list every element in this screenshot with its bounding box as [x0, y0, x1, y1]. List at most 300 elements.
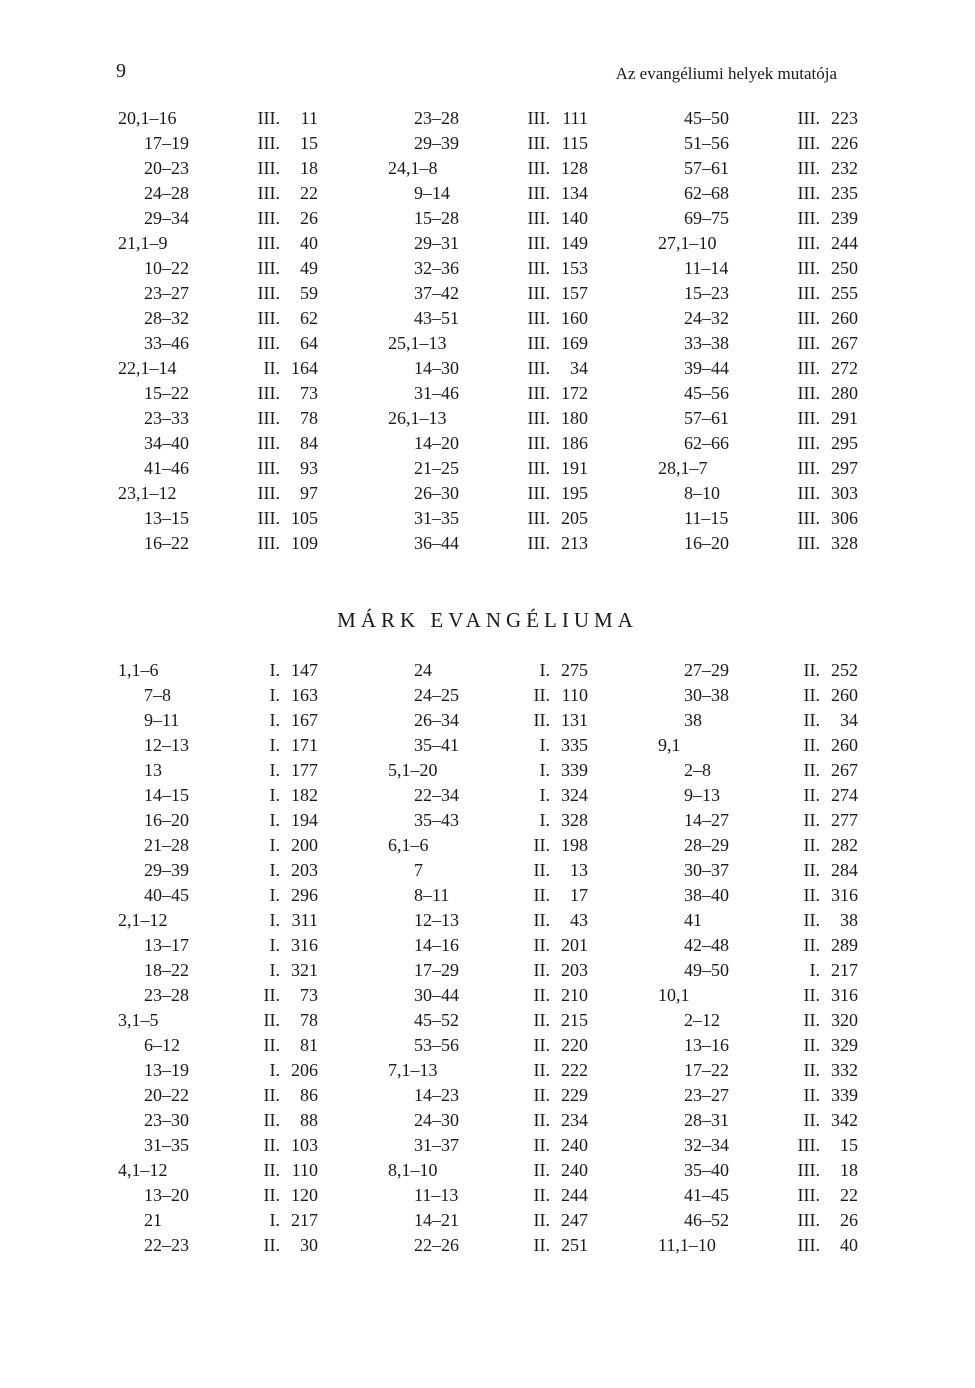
- verse-reference: 23,1–12: [118, 483, 177, 503]
- verse-reference: 14–23: [414, 1085, 459, 1105]
- page-reference: 222: [561, 1060, 588, 1080]
- verse-reference: 26–30: [414, 483, 459, 503]
- index-entry: [388, 281, 588, 306]
- volume-number: III.: [797, 108, 820, 128]
- page-reference: 13: [570, 860, 588, 880]
- verse-reference: 49–50: [684, 960, 729, 980]
- page-reference: 147: [291, 660, 318, 680]
- page-reference: 206: [291, 1060, 318, 1080]
- verse-reference: 14–16: [414, 935, 459, 955]
- verse-reference: 30–44: [414, 985, 459, 1005]
- page-reference: 195: [561, 483, 588, 503]
- verse-reference: 30–38: [684, 685, 729, 705]
- page-reference: 169: [561, 333, 588, 353]
- volume-number: III.: [527, 208, 550, 228]
- index-entry: [658, 1108, 858, 1133]
- page-reference: 277: [831, 810, 858, 830]
- volume-number: II.: [263, 358, 280, 378]
- index-entry: [658, 481, 858, 506]
- volume-number: I.: [269, 835, 280, 855]
- volume-number: II.: [803, 1110, 820, 1130]
- verse-reference: 3,1–5: [118, 1010, 159, 1030]
- volume-number: II.: [803, 1060, 820, 1080]
- index-entry: [118, 1208, 318, 1233]
- index-entry: [118, 381, 318, 406]
- page-reference: 73: [300, 383, 318, 403]
- volume-number: I.: [269, 810, 280, 830]
- page-reference: 22: [300, 183, 318, 203]
- volume-number: II.: [533, 1060, 550, 1080]
- volume-number: II.: [803, 910, 820, 930]
- volume-number: III.: [257, 258, 280, 278]
- page-reference: 328: [831, 533, 858, 553]
- index-entry: [118, 1233, 318, 1258]
- verse-reference: 20–23: [144, 158, 189, 178]
- volume-number: III.: [527, 258, 550, 278]
- verse-reference: 21–28: [144, 835, 189, 855]
- index-entry: [388, 683, 588, 708]
- volume-number: III.: [527, 233, 550, 253]
- page-reference: 226: [831, 133, 858, 153]
- verse-reference: 35–41: [414, 735, 459, 755]
- volume-number: II.: [533, 1110, 550, 1130]
- index-entry: [658, 531, 858, 556]
- page-reference: 38: [840, 910, 858, 930]
- index-entry: [388, 381, 588, 406]
- page-reference: 105: [291, 508, 318, 528]
- volume-number: III.: [527, 283, 550, 303]
- page-reference: 250: [831, 258, 858, 278]
- verse-reference: 69–75: [684, 208, 729, 228]
- page-reference: 205: [561, 508, 588, 528]
- volume-number: III.: [257, 408, 280, 428]
- verse-reference: 62–68: [684, 183, 729, 203]
- index-entry: [388, 1108, 588, 1133]
- verse-reference: 41: [684, 910, 702, 930]
- verse-reference: 18–22: [144, 960, 189, 980]
- page-reference: 64: [300, 333, 318, 353]
- verse-reference: 10,1: [658, 985, 690, 1005]
- page-reference: 177: [291, 760, 318, 780]
- index-entry: [658, 1008, 858, 1033]
- index-entry: [388, 506, 588, 531]
- page-reference: 274: [831, 785, 858, 805]
- index-entry: [658, 708, 858, 733]
- verse-reference: 29–39: [144, 860, 189, 880]
- verse-reference: 5,1–20: [388, 760, 438, 780]
- index-entry: [388, 1058, 588, 1083]
- verse-reference: 42–48: [684, 935, 729, 955]
- index-entry: [118, 231, 318, 256]
- volume-number: II.: [803, 660, 820, 680]
- page-reference: 260: [831, 308, 858, 328]
- verse-reference: 10–22: [144, 258, 189, 278]
- volume-number: II.: [803, 760, 820, 780]
- verse-reference: 39–44: [684, 358, 729, 378]
- volume-number: II.: [803, 985, 820, 1005]
- verse-reference: 14–15: [144, 785, 189, 805]
- page-reference: 86: [300, 1085, 318, 1105]
- index-entry: [388, 933, 588, 958]
- volume-number: II.: [803, 935, 820, 955]
- index-entry: [388, 858, 588, 883]
- page-reference: 235: [831, 183, 858, 203]
- volume-number: II.: [533, 835, 550, 855]
- page-reference: 18: [300, 158, 318, 178]
- page-reference: 339: [831, 1085, 858, 1105]
- index-entry: [118, 1058, 318, 1083]
- verse-reference: 4,1–12: [118, 1160, 168, 1180]
- page-reference: 244: [831, 233, 858, 253]
- verse-reference: 31–35: [414, 508, 459, 528]
- page-reference: 186: [561, 433, 588, 453]
- index-entry: [388, 106, 588, 131]
- page-reference: 295: [831, 433, 858, 453]
- volume-number: III.: [797, 458, 820, 478]
- page-reference: 320: [831, 1010, 858, 1030]
- index-entry: [658, 658, 858, 683]
- page-reference: 40: [300, 233, 318, 253]
- index-entry: [658, 908, 858, 933]
- page-reference: 217: [291, 1210, 318, 1230]
- volume-number: III.: [257, 458, 280, 478]
- volume-number: III.: [527, 108, 550, 128]
- index-entry: [658, 1058, 858, 1083]
- index-entry: [658, 456, 858, 481]
- page-reference: 134: [561, 183, 588, 203]
- verse-reference: 13: [144, 760, 162, 780]
- index-entry: [118, 306, 318, 331]
- verse-reference: 14–20: [414, 433, 459, 453]
- volume-number: I.: [269, 885, 280, 905]
- page-reference: 157: [561, 283, 588, 303]
- page-reference: 339: [561, 760, 588, 780]
- index-entry: [118, 808, 318, 833]
- verse-reference: 21–25: [414, 458, 459, 478]
- page-reference: 203: [291, 860, 318, 880]
- index-entry: [658, 1033, 858, 1058]
- index-entry: [388, 481, 588, 506]
- volume-number: III.: [527, 533, 550, 553]
- volume-number: I.: [269, 785, 280, 805]
- index-entry: [118, 933, 318, 958]
- verse-reference: 33–38: [684, 333, 729, 353]
- page-reference: 160: [561, 308, 588, 328]
- index-entry: [658, 808, 858, 833]
- page-reference: 316: [831, 985, 858, 1005]
- volume-number: III.: [797, 433, 820, 453]
- page-reference: 78: [300, 1010, 318, 1030]
- page-reference: 247: [561, 1210, 588, 1230]
- page-reference: 240: [561, 1135, 588, 1155]
- verse-reference: 20–22: [144, 1085, 189, 1105]
- page-reference: 255: [831, 283, 858, 303]
- index-entry: [658, 306, 858, 331]
- verse-reference: 21,1–9: [118, 233, 168, 253]
- volume-number: I.: [809, 960, 820, 980]
- page-reference: 34: [570, 358, 588, 378]
- verse-reference: 9–13: [684, 785, 720, 805]
- volume-number: III.: [257, 108, 280, 128]
- index-entry: [388, 833, 588, 858]
- volume-number: III.: [797, 158, 820, 178]
- page-reference: 332: [831, 1060, 858, 1080]
- verse-reference: 31–46: [414, 383, 459, 403]
- volume-number: III.: [527, 358, 550, 378]
- page-reference: 180: [561, 408, 588, 428]
- page-reference: 321: [291, 960, 318, 980]
- index-entry: [658, 131, 858, 156]
- page-reference: 303: [831, 483, 858, 503]
- volume-number: I.: [269, 710, 280, 730]
- index-entry: [658, 506, 858, 531]
- volume-number: III.: [797, 383, 820, 403]
- verse-reference: 14–21: [414, 1210, 459, 1230]
- index-entry: [388, 456, 588, 481]
- index-entry: [658, 683, 858, 708]
- verse-reference: 2–12: [684, 1010, 720, 1030]
- index-entry: [388, 958, 588, 983]
- verse-reference: 28–29: [684, 835, 729, 855]
- page-reference: 252: [831, 660, 858, 680]
- volume-number: III.: [797, 508, 820, 528]
- verse-reference: 26,1–13: [388, 408, 447, 428]
- index-entry: [388, 1083, 588, 1108]
- page-reference: 40: [840, 1235, 858, 1255]
- page-number: 9: [116, 60, 126, 82]
- volume-number: III.: [527, 458, 550, 478]
- verse-reference: 33–46: [144, 333, 189, 353]
- verse-reference: 23–30: [144, 1110, 189, 1130]
- volume-number: II.: [533, 1085, 550, 1105]
- verse-reference: 45–50: [684, 108, 729, 128]
- verse-reference: 23–28: [414, 108, 459, 128]
- index-entry: [118, 858, 318, 883]
- volume-number: II.: [533, 960, 550, 980]
- verse-reference: 40–45: [144, 885, 189, 905]
- verse-reference: 9–14: [414, 183, 450, 203]
- volume-number: III.: [797, 308, 820, 328]
- page-reference: 73: [300, 985, 318, 1005]
- page-reference: 194: [291, 810, 318, 830]
- index-entry: [658, 1233, 858, 1258]
- index-entry: [658, 231, 858, 256]
- index-column: [118, 106, 318, 556]
- page-reference: 62: [300, 308, 318, 328]
- index-entry: [118, 131, 318, 156]
- verse-reference: 12–13: [414, 910, 459, 930]
- verse-reference: 28–31: [684, 1110, 729, 1130]
- verse-reference: 41–45: [684, 1185, 729, 1205]
- volume-number: II.: [803, 1035, 820, 1055]
- index-entry: [118, 506, 318, 531]
- page-reference: 329: [831, 1035, 858, 1055]
- index-entry: [658, 356, 858, 381]
- running-title: Az evangéliumi helyek mutatója: [615, 64, 837, 83]
- index-entry: [658, 883, 858, 908]
- volume-number: II.: [533, 1035, 550, 1055]
- volume-number: III.: [797, 483, 820, 503]
- verse-reference: 28,1–7: [658, 458, 708, 478]
- index-entry: [118, 156, 318, 181]
- index-entry: [118, 1083, 318, 1108]
- volume-number: III.: [527, 183, 550, 203]
- volume-number: III.: [257, 133, 280, 153]
- volume-number: III.: [797, 1210, 820, 1230]
- verse-reference: 7,1–13: [388, 1060, 438, 1080]
- index-entry: [118, 1033, 318, 1058]
- index-entry: [118, 908, 318, 933]
- index-column: [658, 106, 858, 556]
- index-entry: [388, 708, 588, 733]
- volume-number: I.: [269, 660, 280, 680]
- index-entry: [388, 531, 588, 556]
- verse-reference: 26–34: [414, 710, 459, 730]
- verse-reference: 2–8: [684, 760, 711, 780]
- volume-number: I.: [269, 1060, 280, 1080]
- page-reference: 182: [291, 785, 318, 805]
- volume-number: II.: [533, 685, 550, 705]
- page-reference: 306: [831, 508, 858, 528]
- verse-reference: 14–30: [414, 358, 459, 378]
- page-reference: 201: [561, 935, 588, 955]
- index-entry: [658, 733, 858, 758]
- verse-reference: 11–13: [414, 1185, 459, 1205]
- volume-number: I.: [269, 1210, 280, 1230]
- page-reference: 220: [561, 1035, 588, 1055]
- index-entry: [118, 256, 318, 281]
- page-reference: 229: [561, 1085, 588, 1105]
- section-heading: MÁRK EVANGÉLIUMA: [337, 608, 638, 632]
- page-reference: 267: [831, 333, 858, 353]
- index-entry: [118, 1133, 318, 1158]
- page-reference: 131: [561, 710, 588, 730]
- page-reference: 316: [291, 935, 318, 955]
- page-reference: 240: [561, 1160, 588, 1180]
- page-reference: 260: [831, 685, 858, 705]
- index-entry: [658, 758, 858, 783]
- page-reference: 128: [561, 158, 588, 178]
- volume-number: III.: [797, 1160, 820, 1180]
- index-entry: [658, 206, 858, 231]
- index-entry: [118, 758, 318, 783]
- verse-reference: 6–12: [144, 1035, 180, 1055]
- verse-reference: 24–30: [414, 1110, 459, 1130]
- page-reference: 26: [840, 1210, 858, 1230]
- index-entry: [658, 156, 858, 181]
- volume-number: III.: [797, 283, 820, 303]
- verse-reference: 37–42: [414, 283, 459, 303]
- volume-number: II.: [533, 985, 550, 1005]
- verse-reference: 6,1–6: [388, 835, 429, 855]
- volume-number: II.: [533, 935, 550, 955]
- page-reference: 110: [291, 1160, 318, 1180]
- index-entry: [658, 933, 858, 958]
- index-entry: [388, 1183, 588, 1208]
- index-entry: [388, 658, 588, 683]
- volume-number: I.: [539, 760, 550, 780]
- index-entry: [388, 156, 588, 181]
- verse-reference: 24–25: [414, 685, 459, 705]
- index-entry: [118, 1183, 318, 1208]
- page-reference: 244: [561, 1185, 588, 1205]
- index-entry: [118, 331, 318, 356]
- page-reference: 153: [561, 258, 588, 278]
- index-entry: [658, 381, 858, 406]
- page-reference: 251: [561, 1235, 588, 1255]
- volume-number: I.: [269, 935, 280, 955]
- volume-number: II.: [533, 1010, 550, 1030]
- page-reference: 324: [561, 785, 588, 805]
- volume-number: III.: [527, 308, 550, 328]
- index-entry: [388, 206, 588, 231]
- index-entry: [388, 733, 588, 758]
- verse-reference: 27–29: [684, 660, 729, 680]
- verse-reference: 11,1–10: [658, 1235, 716, 1255]
- page-reference: 43: [570, 910, 588, 930]
- volume-number: III.: [527, 483, 550, 503]
- volume-number: II.: [803, 735, 820, 755]
- verse-reference: 31–35: [144, 1135, 189, 1155]
- verse-reference: 34–40: [144, 433, 189, 453]
- page-reference: 111: [562, 108, 588, 128]
- verse-reference: 62–66: [684, 433, 729, 453]
- verse-reference: 8–10: [684, 483, 720, 503]
- page-reference: 11: [300, 108, 318, 128]
- page-reference: 120: [291, 1185, 318, 1205]
- index-entry: [118, 206, 318, 231]
- verse-reference: 57–61: [684, 408, 729, 428]
- volume-number: II.: [533, 1210, 550, 1230]
- index-entry: [388, 131, 588, 156]
- index-entry: [118, 106, 318, 131]
- index-entry: [388, 1158, 588, 1183]
- page-reference: 78: [300, 408, 318, 428]
- index-entry: [118, 281, 318, 306]
- index-entry: [388, 331, 588, 356]
- volume-number: III.: [797, 1235, 820, 1255]
- index-entry: [118, 356, 318, 381]
- index-entry: [388, 1133, 588, 1158]
- page-reference: 163: [291, 685, 318, 705]
- page-reference: 115: [561, 133, 588, 153]
- index-entry: [658, 783, 858, 808]
- index-entry: [658, 331, 858, 356]
- verse-reference: 30–37: [684, 860, 729, 880]
- page-reference: 34: [840, 710, 858, 730]
- verse-reference: 15–28: [414, 208, 459, 228]
- index-entry: [658, 1133, 858, 1158]
- index-entry: [118, 1108, 318, 1133]
- index-entry: [118, 456, 318, 481]
- verse-reference: 32–36: [414, 258, 459, 278]
- index-entry: [388, 1208, 588, 1233]
- volume-number: I.: [269, 960, 280, 980]
- index-entry: [388, 406, 588, 431]
- index-entry: [388, 306, 588, 331]
- verse-reference: 32–34: [684, 1135, 729, 1155]
- index-column: [388, 106, 588, 556]
- page-reference: 217: [831, 960, 858, 980]
- volume-number: I.: [269, 860, 280, 880]
- index-entry: [388, 983, 588, 1008]
- page-reference: 275: [561, 660, 588, 680]
- index-entry: [658, 983, 858, 1008]
- verse-reference: 31–37: [414, 1135, 459, 1155]
- page-reference: 164: [291, 358, 318, 378]
- index-entry: [388, 181, 588, 206]
- index-entry: [118, 481, 318, 506]
